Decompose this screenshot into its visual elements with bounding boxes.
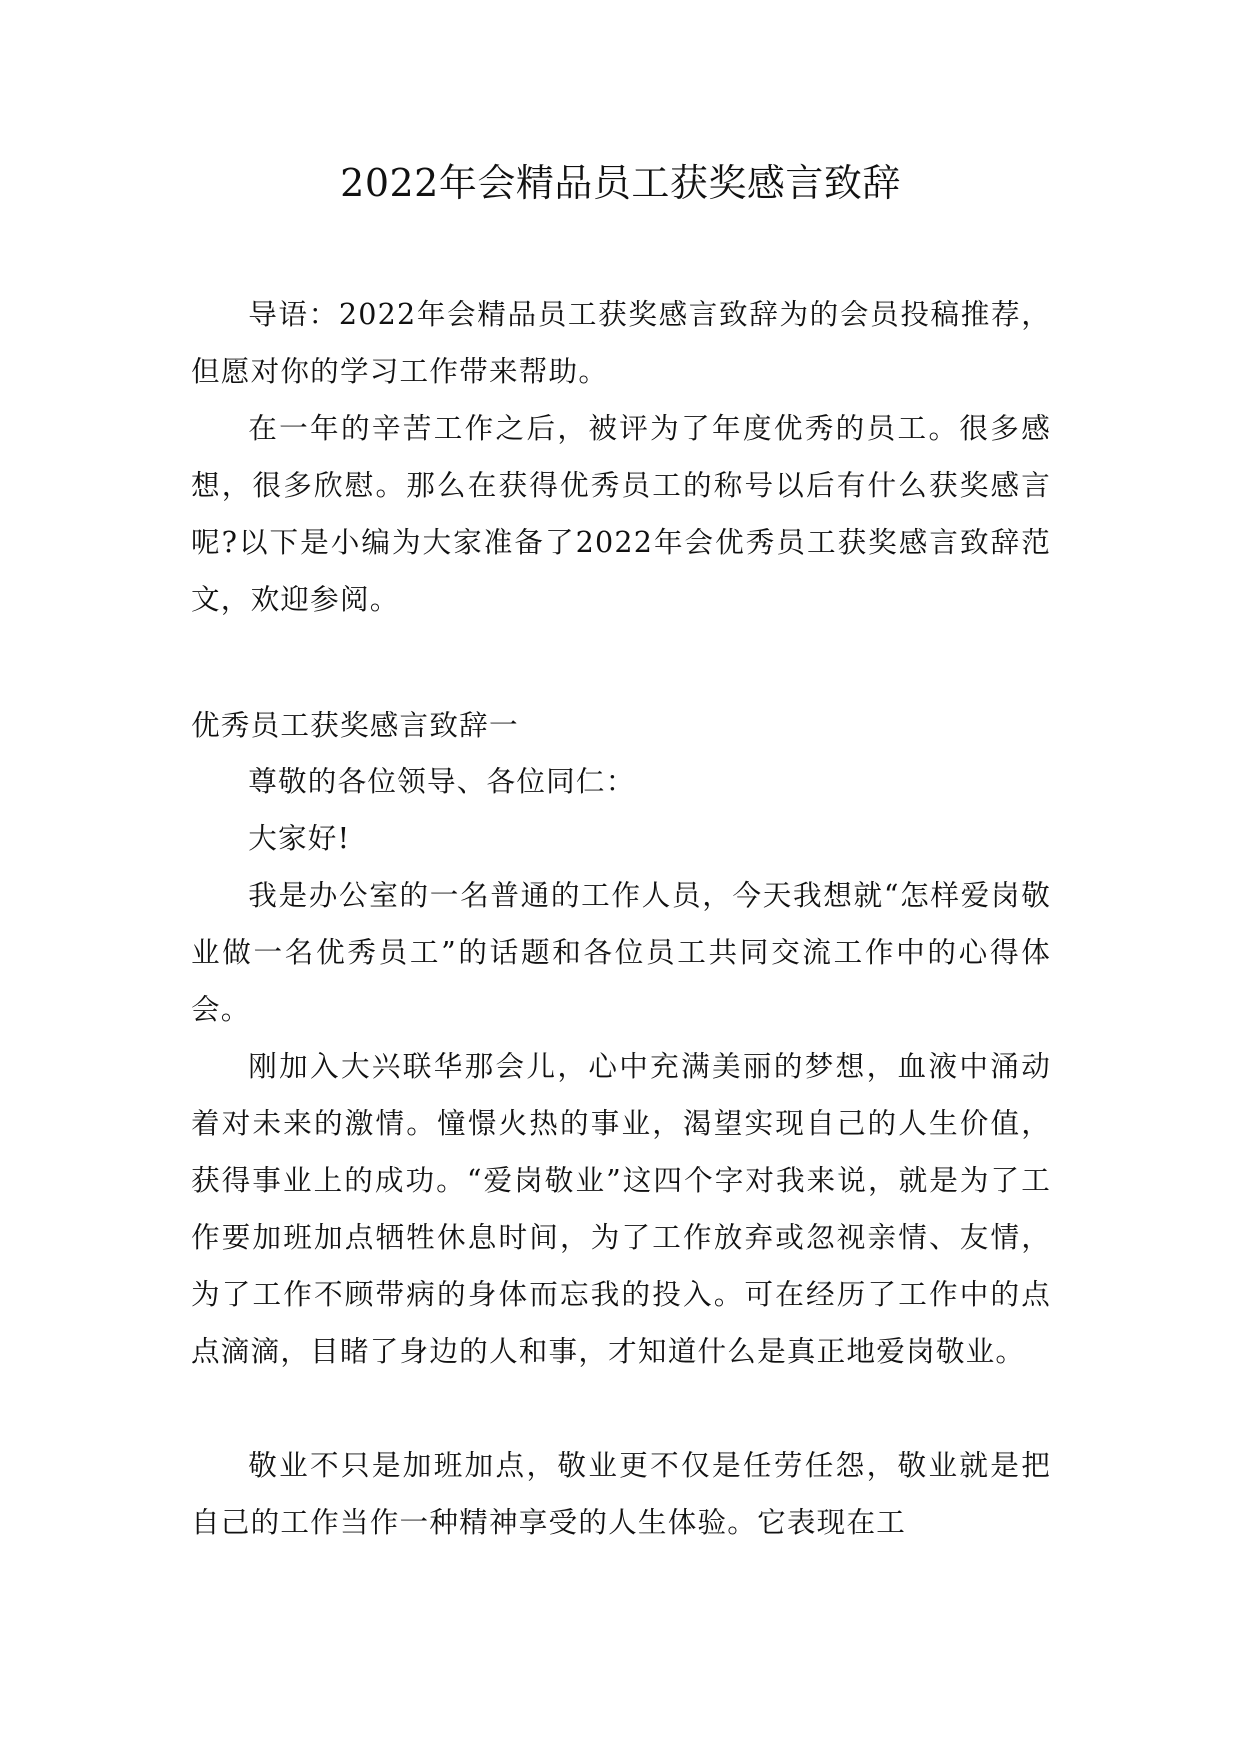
body-paragraph-3: 敬业不只是加班加点，敬业更不仅是任劳任怨，敬业就是把自己的工作当作一种精神享受的人生体验。它表现在工 [191, 1448, 1051, 1539]
body-paragraph-1: 我是办公室的一名普通的工作人员，今天我想就“怎样爱岗敬业做一名优秀员工”的话题和各位员工共同交流工作中的心得体会。 [191, 878, 1051, 1026]
lead-paragraph: 在一年的辛苦工作之后，被评为了年度优秀的员工。很多感想，很多欣慰。那么在获得优秀员工的称号以后有什么获奖感言呢?以下是小编为大家准备了2022年会优秀员工获奖感言致辞范文，欢迎参阅。 [191, 411, 1051, 616]
body-paragraph-2: 刚加入大兴联华那会儿，心中充满美丽的梦想，血液中涌动着对未来的激情。憧憬火热的事业，渴望实现自己的人生价值，获得事业上的成功。“爱岗敬业”这四个字对我来说，就是为了工作要加班加点牺牲休息时间，为了工作放弃或忽视亲情、友情，为了工作不顾带病的身体而忘我的投入。可在经历了工作中的点点滴滴，目睹了身边的人和事，才知道什么是真正地爱岗敬业。 [191, 1049, 1051, 1368]
intro-paragraph: 导语：2022年会精品员工获奖感言致辞为的会员投稿推荐，但愿对你的学习工作带来帮助。 [191, 297, 1051, 388]
section-heading: 优秀员工获奖感言致辞一 [191, 708, 519, 742]
greeting-line: 大家好! [248, 821, 351, 855]
document-title: 2022年会精品员工获奖感言致辞 [340, 161, 901, 205]
salutation-line: 尊敬的各位领导、各位同仁： [248, 764, 636, 798]
